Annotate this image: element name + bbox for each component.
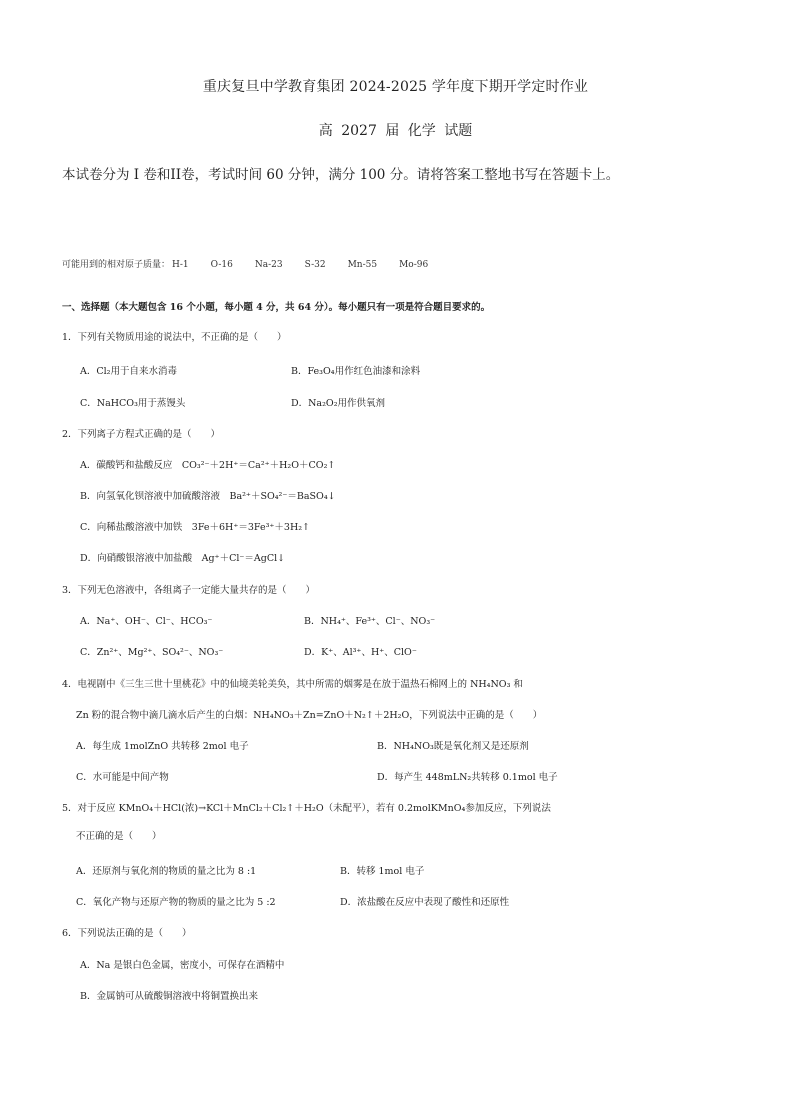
atomic-mass-item: H-1 [172, 260, 189, 270]
question-stem-continued: Zn 粉的混合物中滴几滴水后产生的白烟：NH₄NO₃＋Zn=ZnO＋N₂↑＋2H₂O，下列说法中正确的是（ ） [76, 710, 543, 721]
option-c: C．氧化产物与还原产物的物质的量之比为 5 :2 [76, 897, 276, 908]
question-stem: 3．下列无色溶液中，各组离子一定能大量共存的是（ ） [62, 585, 316, 596]
option-c: C．水可能是中间产物 [76, 772, 169, 783]
exam-title: 重庆复旦中学教育集团 2024-2025 学年度下期开学定时作业 [202, 79, 589, 95]
question-stem: 4．电视剧中《三生三世十里桃花》中的仙境美轮美奂，其中所需的烟雾是在放于温热石棉网上的 NH₄NO₃ 和 [62, 679, 523, 690]
atomic-masses-line [62, 257, 450, 270]
option-c: C．Zn²⁺、Mg²⁺、SO₄²⁻、NO₃⁻ [80, 647, 224, 658]
question-stem-continued: 不正确的是（ ） [76, 831, 162, 842]
atomic-mass-item: S-32 [304, 260, 326, 270]
question-stem: 5．对于反应 KMnO₄＋HCl(浓)→KCl＋MnCl₂＋Cl₂↑＋H₂O（未配平），若有 0.2molKMnO₄参加反应，下列说法 [62, 803, 551, 814]
option-c: C．NaHCO₃用于蒸馒头 [80, 398, 186, 409]
option-a: A．Cl₂用于自来水消毒 [80, 366, 177, 377]
question-stem: 6．下列说法正确的是（ ） [62, 928, 192, 939]
option-a: A．Na 是银白色金属，密度小，可保存在酒精中 [80, 960, 285, 971]
atomic-mass-item: Na-23 [254, 260, 283, 270]
option-b: B．NH₄NO₃既是氧化剂又是还原剂 [377, 741, 529, 752]
option-b: B．转移 1mol 电子 [340, 866, 425, 877]
exam-instructions: 本试卷分为 I 卷和II卷，考试时间 60 分钟，满分 100 分。请将答案工整地书写在答题卡上。 [62, 167, 620, 183]
option-d: D．K⁺、Al³⁺、H⁺、ClO⁻ [304, 647, 417, 658]
option-b: B．Fe₃O₄用作红色油漆和涂料 [291, 366, 421, 377]
option-b: B．NH₄⁺、Fe³⁺、Cl⁻、NO₃⁻ [304, 616, 436, 627]
option-d: D．向硝酸银溶液中加盐酸 Ag⁺＋Cl⁻＝AgCl↓ [80, 553, 286, 564]
option-d: D．每产生 448mLN₂共转移 0.1mol 电子 [377, 772, 558, 783]
atomic-masses-label: 可能用到的相对原子质量： [62, 260, 171, 270]
question-stem: 1．下列有关物质用途的说法中，不正确的是（ ） [62, 332, 287, 343]
exam-subtitle: 高 2027 届 化学 试题 [318, 123, 473, 139]
atomic-mass-item: O-16 [210, 260, 233, 270]
option-c: C．向稀盐酸溶液中加铁 3Fe＋6H⁺＝3Fe³⁺＋3H₂↑ [80, 522, 311, 533]
option-b: B．向氢氧化钡溶液中加硫酸溶液 Ba²⁺＋SO₄²⁻＝BaSO₄↓ [80, 491, 336, 502]
option-a: A．Na⁺、OH⁻、Cl⁻、HCO₃⁻ [80, 616, 213, 627]
option-b: B．金属钠可从硫酸铜溶液中将铜置换出来 [80, 991, 258, 1002]
question-stem: 2．下列离子方程式正确的是（ ） [62, 429, 221, 440]
option-a: A．碳酸钙和盐酸反应 CO₃²⁻＋2H⁺＝Ca²⁺＋H₂O＋CO₂↑ [80, 460, 336, 471]
atomic-mass-item: Mn-55 [347, 260, 378, 270]
section-heading: 一、选择题（本大题包含 16 个小题，每小题 4 分，共 64 分）。每小题只有一项是符合题目要求的。 [62, 302, 491, 313]
option-d: D．浓盐酸在反应中表现了酸性和还原性 [340, 897, 510, 908]
option-a: A．每生成 1molZnO 共转移 2mol 电子 [76, 741, 249, 752]
atomic-mass-item: Mo-96 [399, 260, 429, 270]
option-d: D．Na₂O₂用作供氧剂 [291, 398, 385, 409]
option-a: A．还原剂与氧化剂的物质的量之比为 8 :1 [76, 866, 257, 877]
